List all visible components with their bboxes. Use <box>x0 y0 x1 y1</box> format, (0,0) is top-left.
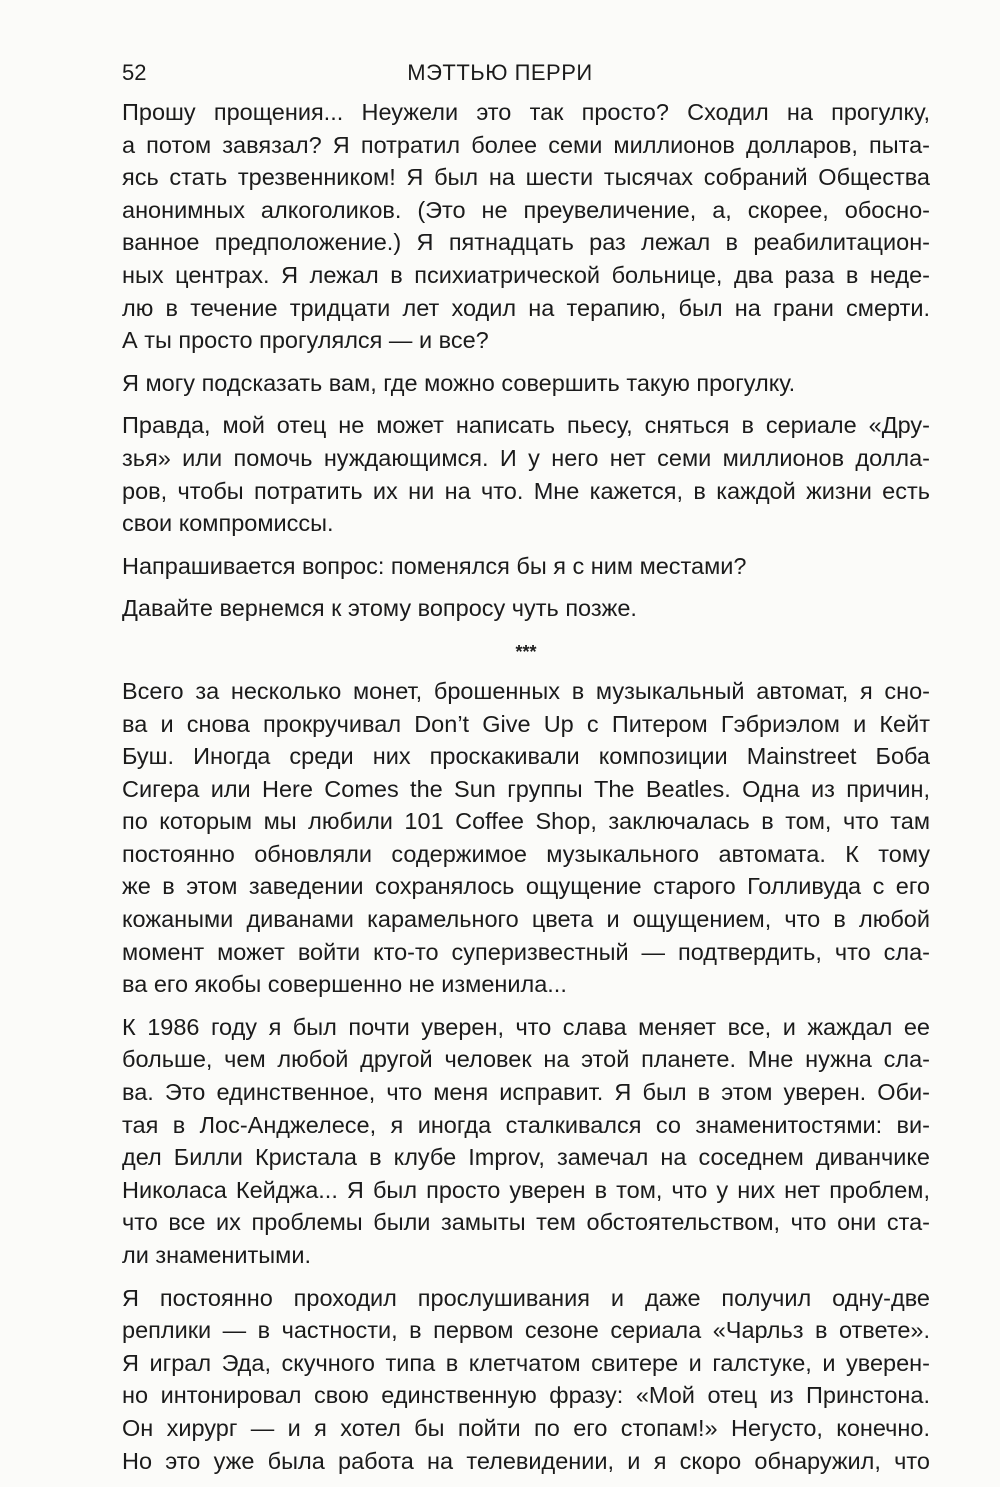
text-line: Я постоянно проходил прослушивания и даже получил одну-две <box>122 1284 930 1311</box>
text-line: Напрашивается вопрос: поменялся бы я с ним местами? <box>122 552 747 579</box>
text-line: кожаными диванами карамельного цвета и ощущением, что в любой <box>122 906 930 933</box>
text-line: ясь стать трезвенником! Я был на шести тысячах собраний Общества <box>122 164 930 191</box>
text-line: Я играл Эда, скучного типа в клетчатом свитере и галстуке, и уверен- <box>122 1349 930 1376</box>
paragraph <box>122 96 930 357</box>
paragraph <box>122 592 930 625</box>
text-line: дел Билли Кристала в клубе Improv, замечал на соседнем диванчике <box>122 1144 930 1171</box>
paragraph <box>122 1282 930 1478</box>
text-line: же в этом заведении сохранялось ощущение старого Голливуда с его <box>122 873 930 900</box>
paragraph <box>122 367 930 400</box>
text-line: А ты просто прогулялся — и все? <box>122 327 489 354</box>
text-line: Буш. Иногда среди них проскакивали композиции Mainstreet Боба <box>122 743 930 770</box>
text-line: а потом завязал? Я потратил более семи миллионов долларов, пыта- <box>122 131 930 158</box>
paragraph <box>122 550 930 583</box>
text-line: Николаса Кейджа... Я был просто уверен в том, что у них нет проблем, <box>122 1176 930 1203</box>
text-line: ли знаменитыми. <box>122 1242 311 1268</box>
text-line: Но это уже была работа на телевидении, и я скоро обнаружил, что <box>122 1447 930 1474</box>
text-line: ва. Это единственное, что меня исправит. Я был в этом уверен. Оби- <box>122 1079 930 1106</box>
text-line: больше, чем любой другой человек на этой планете. Мне нужна сла- <box>122 1046 930 1073</box>
paragraph <box>122 1011 930 1272</box>
text-line: реплики — в частности, в первом сезоне сериала «Чарльз в ответе». <box>122 1317 930 1344</box>
text-line: свои компромиссы. <box>122 510 334 537</box>
text-line: Всего за несколько монет, брошенных в музыкальный автомат, я сно- <box>122 677 930 704</box>
text-line: постоянно обновляли содержимое музыкального автомата. К тому <box>122 840 930 867</box>
text-line: ров, чтобы потратить их ни на что. Мне кажется, в каждой жизни есть <box>122 477 930 504</box>
text-line: К 1986 году я был почти уверен, что слава меняет все, и жаждал ее <box>122 1013 930 1040</box>
page-number: 52 <box>122 60 147 85</box>
paragraph <box>122 675 930 1001</box>
text-line: Я могу подсказать вам, где можно совершить такую прогулку. <box>122 369 796 396</box>
text-line: ва и снова прокручивал Don’t Give Up с Питером Гэбриэлом и Кейт <box>122 710 930 737</box>
text-line: что все их проблемы были замыты тем обстоятельством, что они ста- <box>122 1209 930 1236</box>
page-body <box>122 96 930 1487</box>
text-line: зья» или помочь нуждающимся. И у него нет семи миллионов долла- <box>122 444 930 471</box>
text-line: тая в Лос-Анджелесе, я иногда сталкивался со знаменитостями: ви- <box>122 1111 930 1138</box>
text-line: но интонировал свою единственную фразу: «Мой отец из Принстона. <box>122 1382 930 1409</box>
text-line: лю в течение тридцати лет ходил на терапию, был на грани смерти. <box>122 294 930 321</box>
paragraph <box>122 409 930 539</box>
section-separator: *** <box>515 641 537 662</box>
text-line: ных центрах. Я лежал в психиатрической больнице, два раза в неде- <box>122 261 930 288</box>
text-line: ванное предположение.) Я пятнадцать раз лежал в реабилитацион- <box>122 229 930 256</box>
text-line: по которым мы любили 101 Coffee Shop, заключалась в том, что там <box>122 808 930 835</box>
text-line: Прошу прощения... Неужели это так просто? Сходил на прогулку, <box>122 99 930 125</box>
running-head: МЭТТЬЮ ПЕРРИ <box>407 60 593 85</box>
text-line: Правда, мой отец не может написать пьесу, сняться в сериале «Дру- <box>122 412 930 439</box>
text-line: момент может войти кто-то суперизвестный — подтвердить, что сла- <box>122 938 930 965</box>
text-line: Он хирург — и я хотел бы пойти по его стопам!» Негусто, конечно. <box>122 1414 930 1441</box>
text-line: ва его якобы совершенно не изменила... <box>122 971 567 998</box>
text-line: Давайте вернемся к этому вопросу чуть позже. <box>122 595 637 622</box>
text-line: анонимных алкоголиков. (Это не преувеличение, а, скорее, обосно- <box>122 196 930 223</box>
text-line: Сигера или Here Comes the Sun группы The Beatles. Одна из причин, <box>122 775 930 802</box>
